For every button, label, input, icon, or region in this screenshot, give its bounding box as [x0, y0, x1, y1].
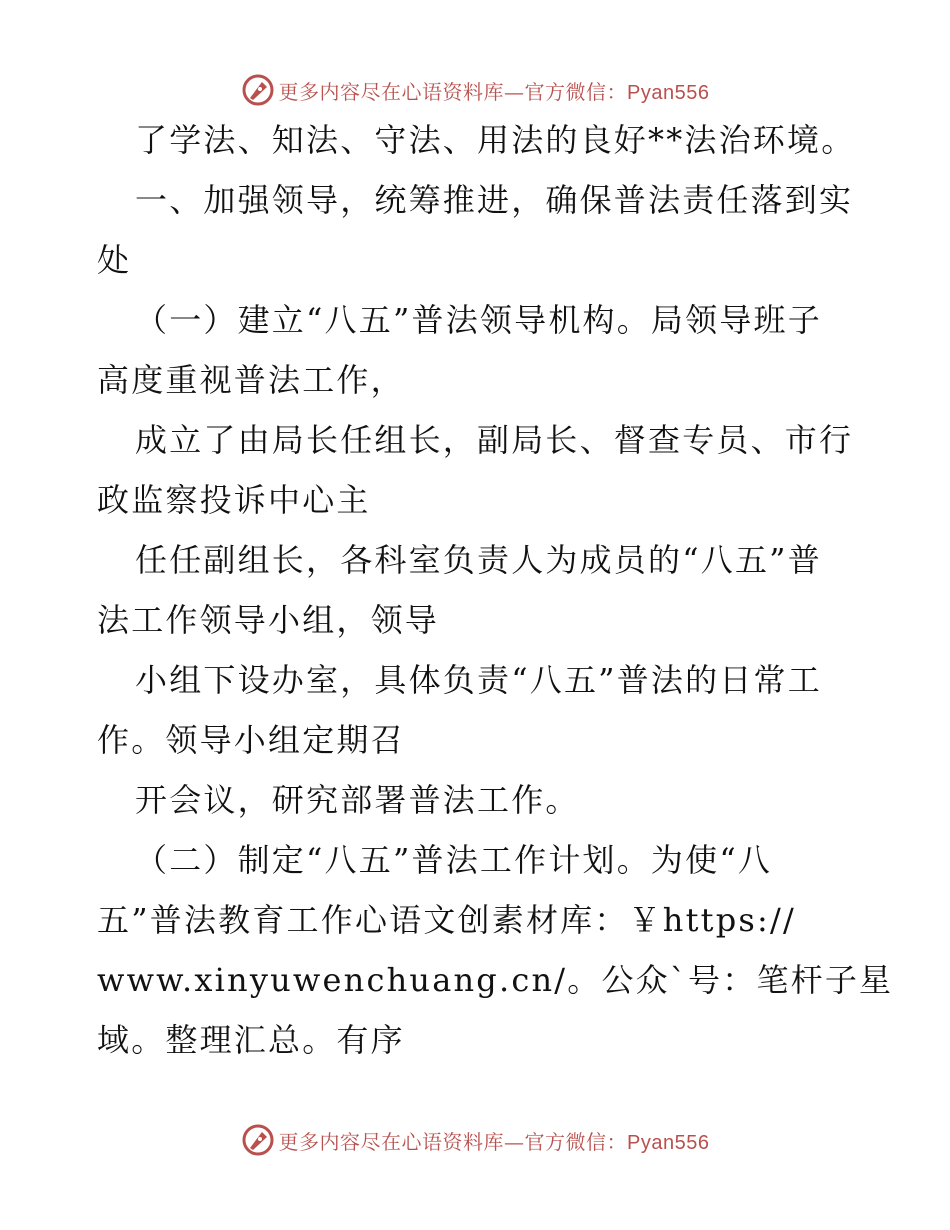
body-line: 政监察投诉中心主	[97, 481, 371, 519]
body-line: 一、加强领导，统筹推进，确保普法责任落到实	[135, 181, 854, 219]
footer-banner	[0, 1120, 950, 1160]
body-line: 域。整理汇总。有序	[97, 1021, 405, 1059]
body-line: 处	[97, 241, 132, 279]
header-banner	[0, 70, 950, 110]
footer-banner-text: 更多内容尽在心语资料库—官方微信：	[278, 1129, 628, 1154]
pen-nib-logo-icon	[241, 73, 275, 107]
header-banner-text: 更多内容尽在心语资料库—官方微信：	[278, 79, 628, 104]
body-line: （一）建立“八五”普法领导机构。局领导班子	[135, 301, 822, 339]
body-line: 作。领导小组定期召	[97, 721, 405, 759]
body-line: 五”普法教育工作心语文创素材库：￥https://	[97, 901, 796, 939]
body-line: 任任副组长，各科室负责人为成员的“八五”普	[135, 541, 822, 579]
body-line: 法工作领导小组，领导	[97, 601, 440, 639]
header-wechat-id: Pyan556	[627, 81, 710, 104]
body-line: 小组下设办室，具体负责“八五”普法的日常工	[135, 661, 822, 699]
pen-nib-logo-icon	[241, 1123, 275, 1157]
body-line: 成立了由局长任组长，副局长、督查专员、市行	[135, 421, 854, 459]
body-line: 了学法、知法、守法、用法的良好**法治环境。	[135, 121, 856, 159]
body-line: www.xinyuwenchuang.cn/。公众`号：笔杆子星	[97, 961, 894, 999]
body-line: （二）制定“八五”普法工作计划。为使“八	[135, 841, 773, 879]
footer-wechat-id: Pyan556	[627, 1131, 710, 1154]
body-line: 高度重视普法工作，	[97, 361, 405, 399]
body-line: 开会议，研究部署普法工作。	[135, 781, 580, 819]
